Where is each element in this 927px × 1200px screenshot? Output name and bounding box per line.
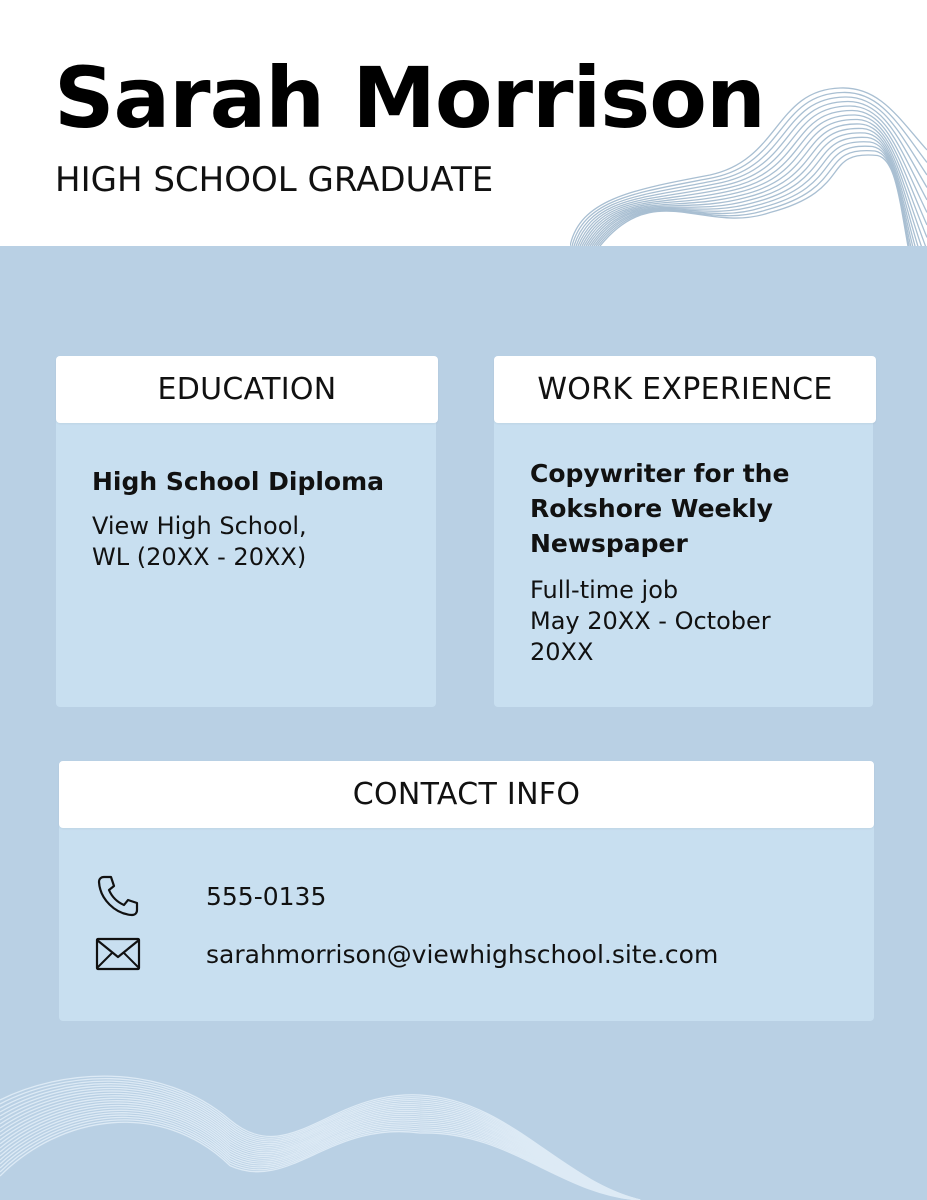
contact-phone-row xyxy=(95,873,326,919)
phone-icon xyxy=(95,873,141,919)
job-title xyxy=(530,456,837,561)
work-experience-content xyxy=(530,456,837,668)
education-line: WL (20XX - 20XX) xyxy=(92,543,307,571)
contact-heading: CONTACT INFO xyxy=(59,761,874,828)
education-content xyxy=(92,464,400,573)
job-details xyxy=(530,575,837,668)
person-name: Sarah Morrison xyxy=(54,49,765,147)
job-title-line: Rokshore Weekly xyxy=(530,494,773,523)
job-title-line: Copywriter for the xyxy=(530,459,790,488)
education-line: View High School, xyxy=(92,512,307,540)
contact-email-row xyxy=(95,931,718,977)
work-experience-heading: WORK EXPERIENCE xyxy=(494,356,876,423)
email-address[interactable]: sarahmorrison@viewhighschool.site.com xyxy=(206,939,719,969)
contact-card xyxy=(59,761,874,1021)
education-school xyxy=(92,511,400,573)
decorative-wave-lines-bottom xyxy=(0,1060,927,1200)
job-detail-line: Full-time job xyxy=(530,576,679,604)
work-experience-card xyxy=(494,356,873,707)
resume-body xyxy=(0,246,927,1200)
education-heading: EDUCATION xyxy=(56,356,438,423)
job-title-line: Newspaper xyxy=(530,529,688,558)
person-title: HIGH SCHOOL GRADUATE xyxy=(55,160,494,200)
envelope-icon xyxy=(95,931,141,977)
job-detail-line: May 20XX - October 20XX xyxy=(530,607,771,666)
resume-header xyxy=(0,0,927,246)
education-card xyxy=(56,356,436,707)
phone-number[interactable]: 555-0135 xyxy=(206,881,327,911)
education-degree: High School Diploma xyxy=(92,467,385,496)
